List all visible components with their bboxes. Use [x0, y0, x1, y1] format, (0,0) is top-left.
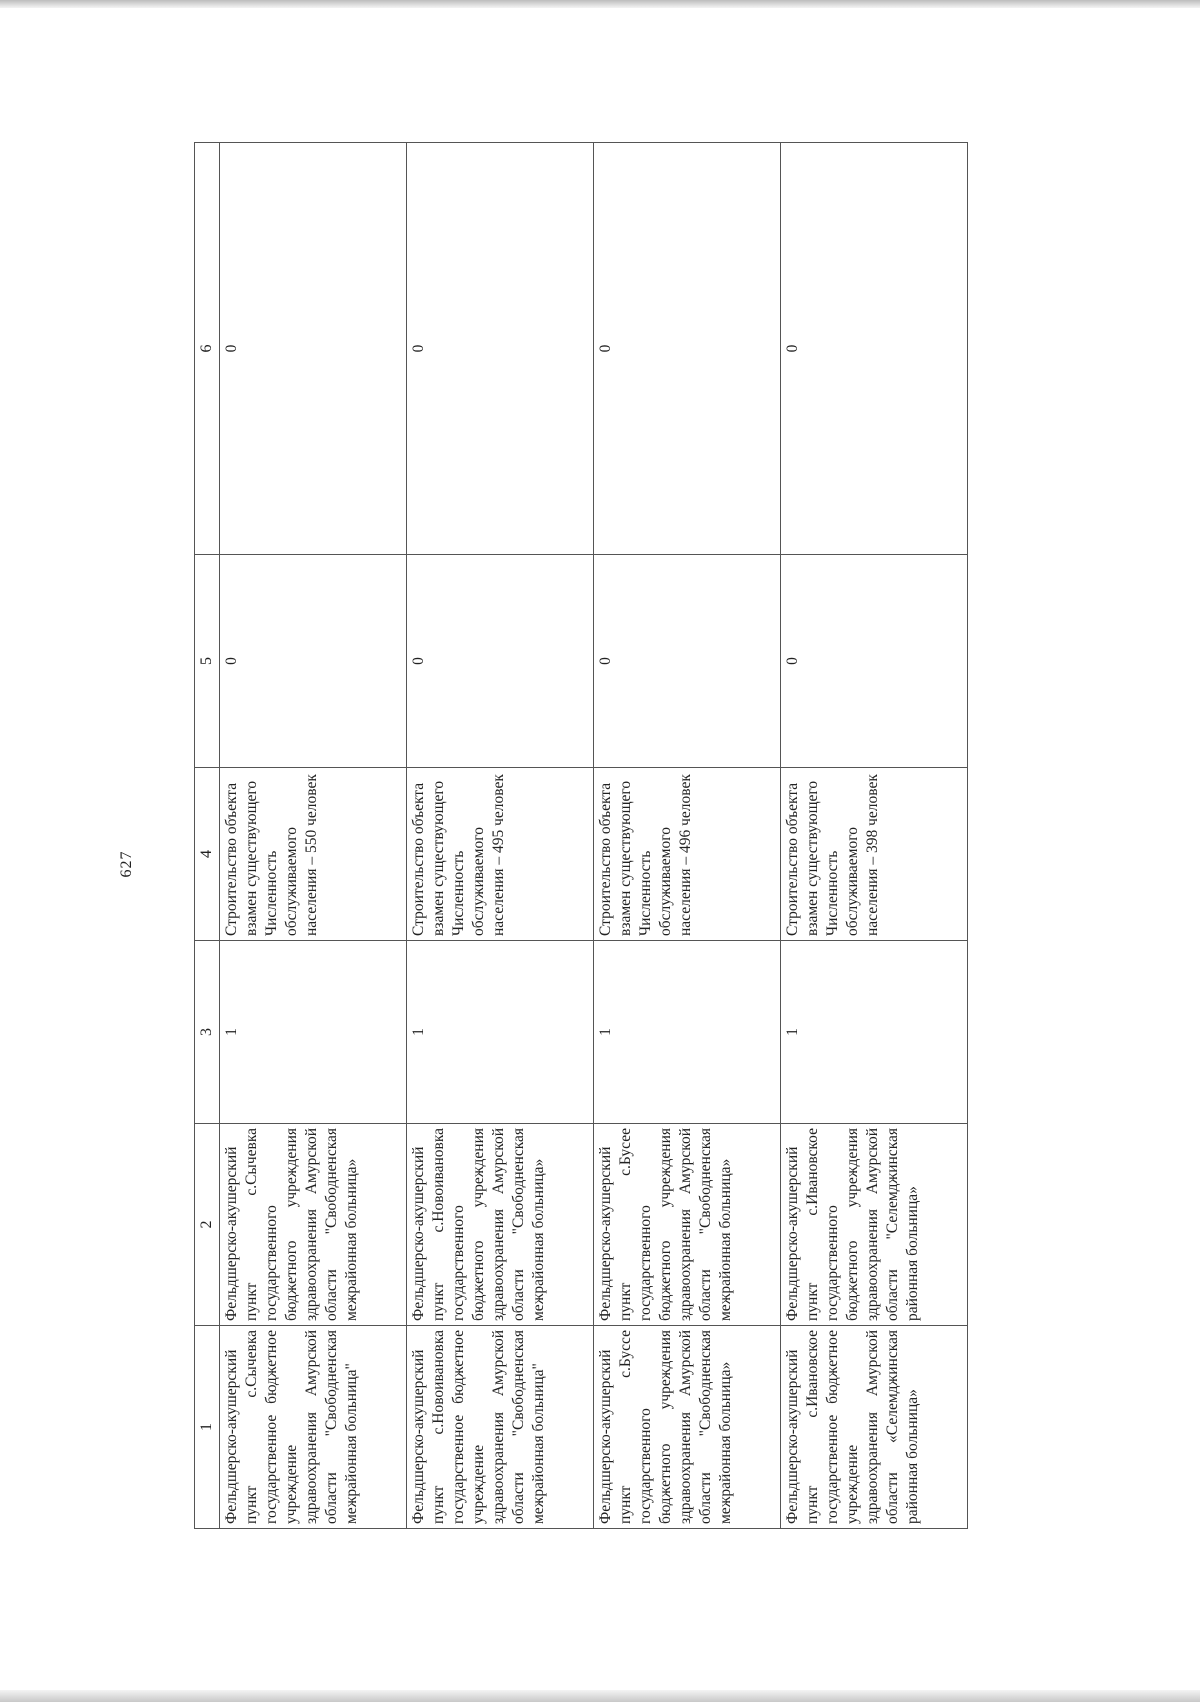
column-header: 1: [195, 1326, 220, 1529]
cell-facility-description: Фельдшерско-акушерский пункт с.Ивановское государственного бюджетного учреждения здравоохранения Амурской области "Селемджинская районная больница»: [781, 1124, 968, 1326]
cell-quantity: 1: [781, 941, 968, 1124]
cell-value-6: 0: [594, 143, 781, 555]
table-row: [781, 143, 968, 1529]
cell-facility-description: Фельдшерско-акушерский пункт с.Новоивановка государственного бюджетного учреждения здравоохранения Амурской области "Свободненская межрайонная больница»: [407, 1124, 594, 1326]
column-header: 2: [195, 1124, 220, 1326]
cell-value-5: 0: [594, 555, 781, 768]
cell-value-5: 0: [407, 555, 594, 768]
rotated-table-container: [194, 143, 968, 1529]
note-construction: Строительство объекта взамен существующего: [597, 780, 634, 936]
column-header: 6: [195, 143, 220, 555]
column-header: 4: [195, 768, 220, 941]
note-construction: Строительство объекта взамен существующего: [223, 780, 260, 936]
scan-edge-bottom: [0, 1690, 1200, 1702]
cell-facility-name: Фельдшерско-акушерский пункт с.Сычевка государственное бюджетное учреждение здравоохранения Амурской области "Свободненская межрайонная больница": [220, 1326, 407, 1529]
cell-notes: [407, 768, 594, 941]
data-table: [194, 142, 968, 1529]
cell-notes: [220, 768, 407, 941]
column-header: 3: [195, 941, 220, 1124]
cell-facility-name: Фельдшерско-акушерский пункт с.Ивановское государственное бюджетное учреждение здравоохранения Амурской области «Селемджинская районная больница»: [781, 1326, 968, 1529]
table-row: [407, 143, 594, 1529]
scan-edge-top: [0, 0, 1200, 8]
note-construction: Строительство объекта взамен существующего: [410, 780, 447, 936]
cell-notes: [781, 768, 968, 941]
cell-value-6: 0: [220, 143, 407, 555]
cell-facility-name: Фельдшерско-акушерский пункт с.Новоивановка государственное бюджетное учреждение здравоохранения Амурской области "Свободненская межрайонная больница": [407, 1326, 594, 1529]
note-population: Численность обслуживаемого населения – 496 человек: [637, 774, 694, 936]
note-population: Численность обслуживаемого населения – 550 человек: [263, 774, 320, 936]
page-number: 627: [118, 850, 135, 878]
column-header: 5: [195, 555, 220, 768]
cell-facility-description: Фельдшерско-акушерский пункт с.Бусее государственного бюджетного учреждения здравоохранения Амурской области "Свободненская межрайонная больница»: [594, 1124, 781, 1326]
note-population: Численность обслуживаемого населения – 398 человек: [824, 774, 881, 936]
cell-value-6: 0: [781, 143, 968, 555]
cell-value-5: 0: [220, 555, 407, 768]
cell-quantity: 1: [220, 941, 407, 1124]
table-row: [220, 143, 407, 1529]
cell-quantity: 1: [594, 941, 781, 1124]
cell-quantity: 1: [407, 941, 594, 1124]
cell-value-5: 0: [781, 555, 968, 768]
cell-facility-description: Фельдшерско-акушерский пункт с.Сычевка государственного бюджетного учреждения здравоохранения Амурской области "Свободненская межрайонная больница»: [220, 1124, 407, 1326]
cell-facility-name: Фельдшерско-акушерский пункт с.Буссе государственного бюджетного учреждения здравоохранения Амурской области "Свободненская межрайонная больница»: [594, 1326, 781, 1529]
table-header-row: [195, 143, 220, 1529]
note-construction: Строительство объекта взамен существующего: [784, 780, 821, 936]
cell-notes: [594, 768, 781, 941]
table-row: [594, 143, 781, 1529]
cell-value-6: 0: [407, 143, 594, 555]
note-population: Численность обслуживаемого населения – 495 человек: [450, 774, 507, 936]
